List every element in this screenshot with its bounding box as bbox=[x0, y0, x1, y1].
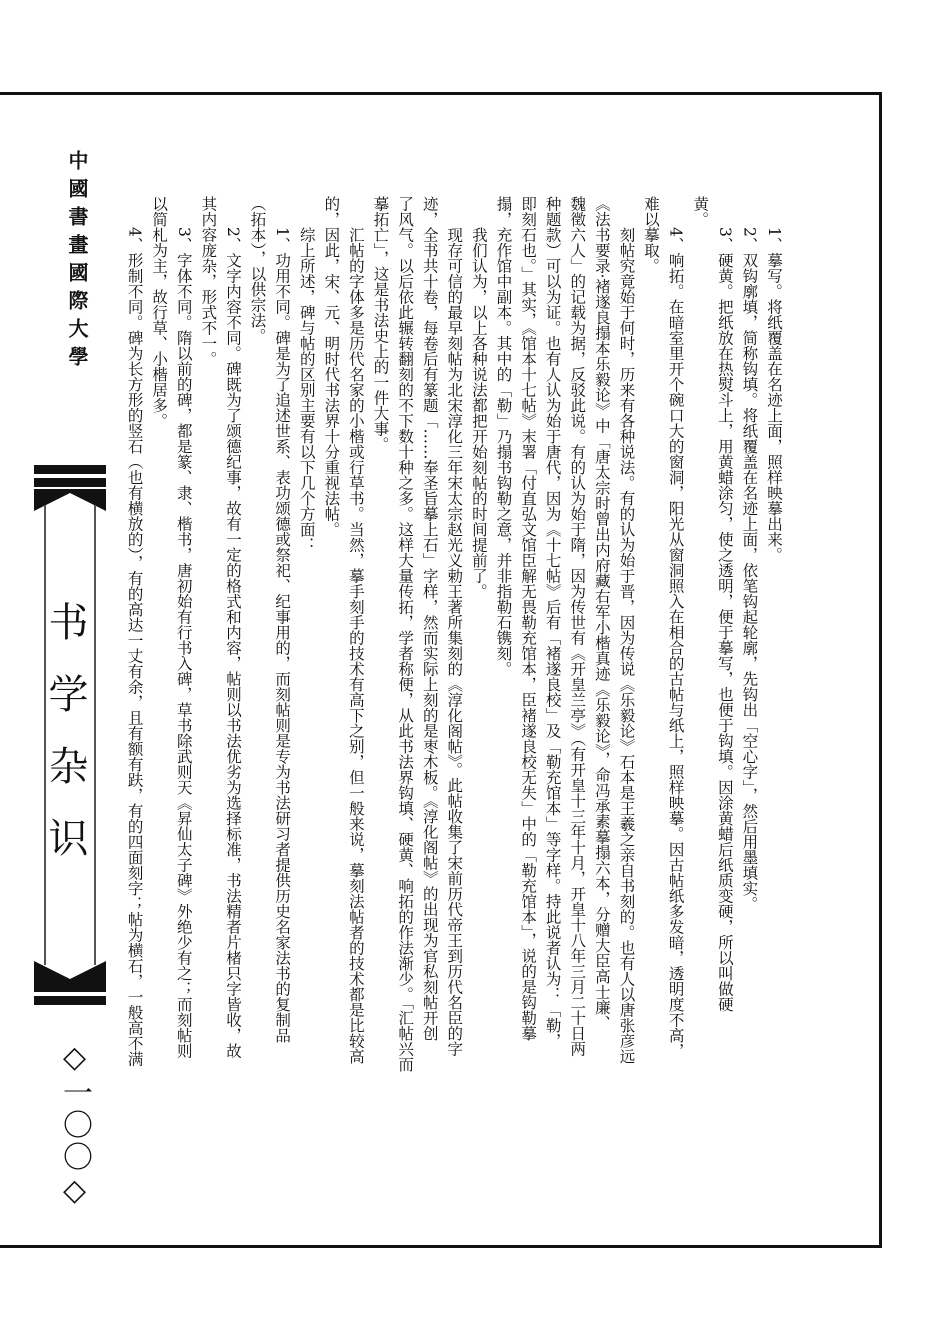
text-line: 难以摹取。 bbox=[642, 196, 661, 274]
text-line: 2、文字内容不同。碑既为了颂德纪事，故有一定的格式和内容，帖则以书法优劣为选择标准，书法精者片楮只字皆收，故 bbox=[223, 227, 242, 1059]
text-line: 综上所述，碑与帖的区别主要有以下几个方面： bbox=[297, 227, 316, 553]
institution-name: 中國書畫國際大學 bbox=[65, 150, 89, 374]
body-text bbox=[125, 196, 786, 1072]
text-line: 即刻石也。」其实，《馆本十七帖》末署「付直弘文馆臣解无畏勒充馆本，臣褚遂良校无失」中的「勒充馆本」，说的是钩勒摹 bbox=[519, 196, 538, 1041]
text-line: 4、形制不同。碑为长方形的竖石（也有横放的），有的高达一丈有余，且有额有趺，有的四面刻字；帖为横石，一般高不满 bbox=[125, 227, 144, 1067]
book-title-box bbox=[34, 465, 106, 1005]
title-box-bottom-bar-2 bbox=[34, 996, 106, 1005]
title-box-bottom-bar bbox=[34, 983, 106, 992]
book-title: 书学杂识 bbox=[42, 601, 88, 889]
text-line: 1、功用不同。碑是为了追述世系、表功颂德或祭祀、纪事用的，而刻帖则是专为书法研习者提供历史名家法书的复制品 bbox=[273, 227, 292, 1043]
text-line: 3、字体不同。隋以前的碑，都是篆、隶、楷书，唐初始有行书入碑，草书除武则天《昇仙太子碑》外绝少有之；而刻帖则 bbox=[174, 227, 193, 1059]
text-line: 现存可信的最早刻帖为北宋淳化三年宋太宗赵光义勅王著所集刻的《淳化阁帖》。此帖收集了宋前历代帝王到历代名臣的字 bbox=[445, 227, 464, 1057]
text-line: 摹拓亡」，这是书法史上的一件大事。 bbox=[371, 196, 390, 452]
text-line: 的，因此，宋、元、明时代书法界十分重视法帖。 bbox=[322, 196, 341, 537]
text-line: 4、响拓。在暗室里开个碗口大的窗洞，阳光从窗洞照入在相合的古帖与纸上，照样映摹。因古帖纸多发暗，透明度不高， bbox=[666, 227, 685, 1059]
title-box-top-bar-2 bbox=[34, 478, 106, 487]
page-sidebar bbox=[30, 150, 120, 1210]
text-line: 1、摹写。将纸覆盖在名迹上面，照样映摹出来。 bbox=[765, 227, 783, 563]
text-line: 迹，全书共十卷，每卷后有篆题「……奉圣旨摹上石」字样，然而实际上刻的是枣木板。《淳化阁帖》的出现为官私刻帖开创 bbox=[420, 196, 439, 1041]
body-text-columns bbox=[125, 196, 786, 1072]
title-box-right-rule bbox=[94, 505, 96, 965]
text-line: （拓本），以供宗法。 bbox=[248, 196, 267, 344]
text-line: 了风气。以后依此辗转翻刻的不下数十种之多。这样大量传拓，学者称便，从此书法界钩填、硬黄、响拓的作法渐少。「汇帖兴而 bbox=[396, 196, 415, 1072]
text-line: 魏徵六人」的记载为据，反驳此说。有的认为始于隋，因为传世有《开皇兰亭》（有开皇十三年十月，开皇十八年三月二十日两 bbox=[568, 196, 587, 1057]
text-line: 黄。 bbox=[691, 196, 710, 227]
text-line: 刻帖究竟始于何时，历来有各种说法。有的认为始于晋，因为传说《乐毅论》石本是王羲之亲自书刻的。也有人以唐张彦远 bbox=[617, 227, 636, 1064]
title-box-top-bar bbox=[34, 465, 106, 474]
text-line: 我们认为，以上各种说法都把开始刻帖的时间提前了。 bbox=[469, 227, 488, 599]
text-line: 种题款）可以为证。也有人认为始于唐代，因为《十七帖》后有「褚遂良校」及「勒充馆本」等字样。持此说者认为：「勒， bbox=[543, 196, 562, 1049]
text-line: 3、硬黄。把纸放在热熨斗上，用黄蜡涂匀，使之透明，便于摹写，也便于钩填。因涂黄蜡后纸质变硬，所以叫做硬 bbox=[715, 227, 734, 1012]
text-line: 搨，充作馆中副本。其中的「勒」乃搨书钩勒之意，并非指勒石镌刻。 bbox=[494, 196, 513, 677]
text-line: 其内容庞杂，形式不一。 bbox=[199, 196, 218, 367]
page-number: ◇一〇〇◇ bbox=[57, 1040, 92, 1210]
text-line: 以简札为主，故行草、小楷居多。 bbox=[150, 196, 169, 429]
text-line: 2、双钩廓填，简称钩填。将纸覆盖在名迹上面，依笔钩起轮廓，先钩出「空心字」，然后用墨填实。 bbox=[740, 227, 759, 912]
text-line: 《法书要录·褚遂良搨本乐毅论》中「唐太宗时曾出内府藏右军小楷真迹《乐毅论》，命冯承素摹搨六本，分赠大臣高士廉、 bbox=[592, 196, 611, 1031]
text-line: 汇帖的字体多是历代名家的小楷或行草书。当然，摹手刻手的技术有高下之别，但一般来说，摹刻法帖者的技术都是比较高 bbox=[346, 227, 365, 1064]
title-box-bottom-ornament-icon bbox=[34, 961, 106, 983]
